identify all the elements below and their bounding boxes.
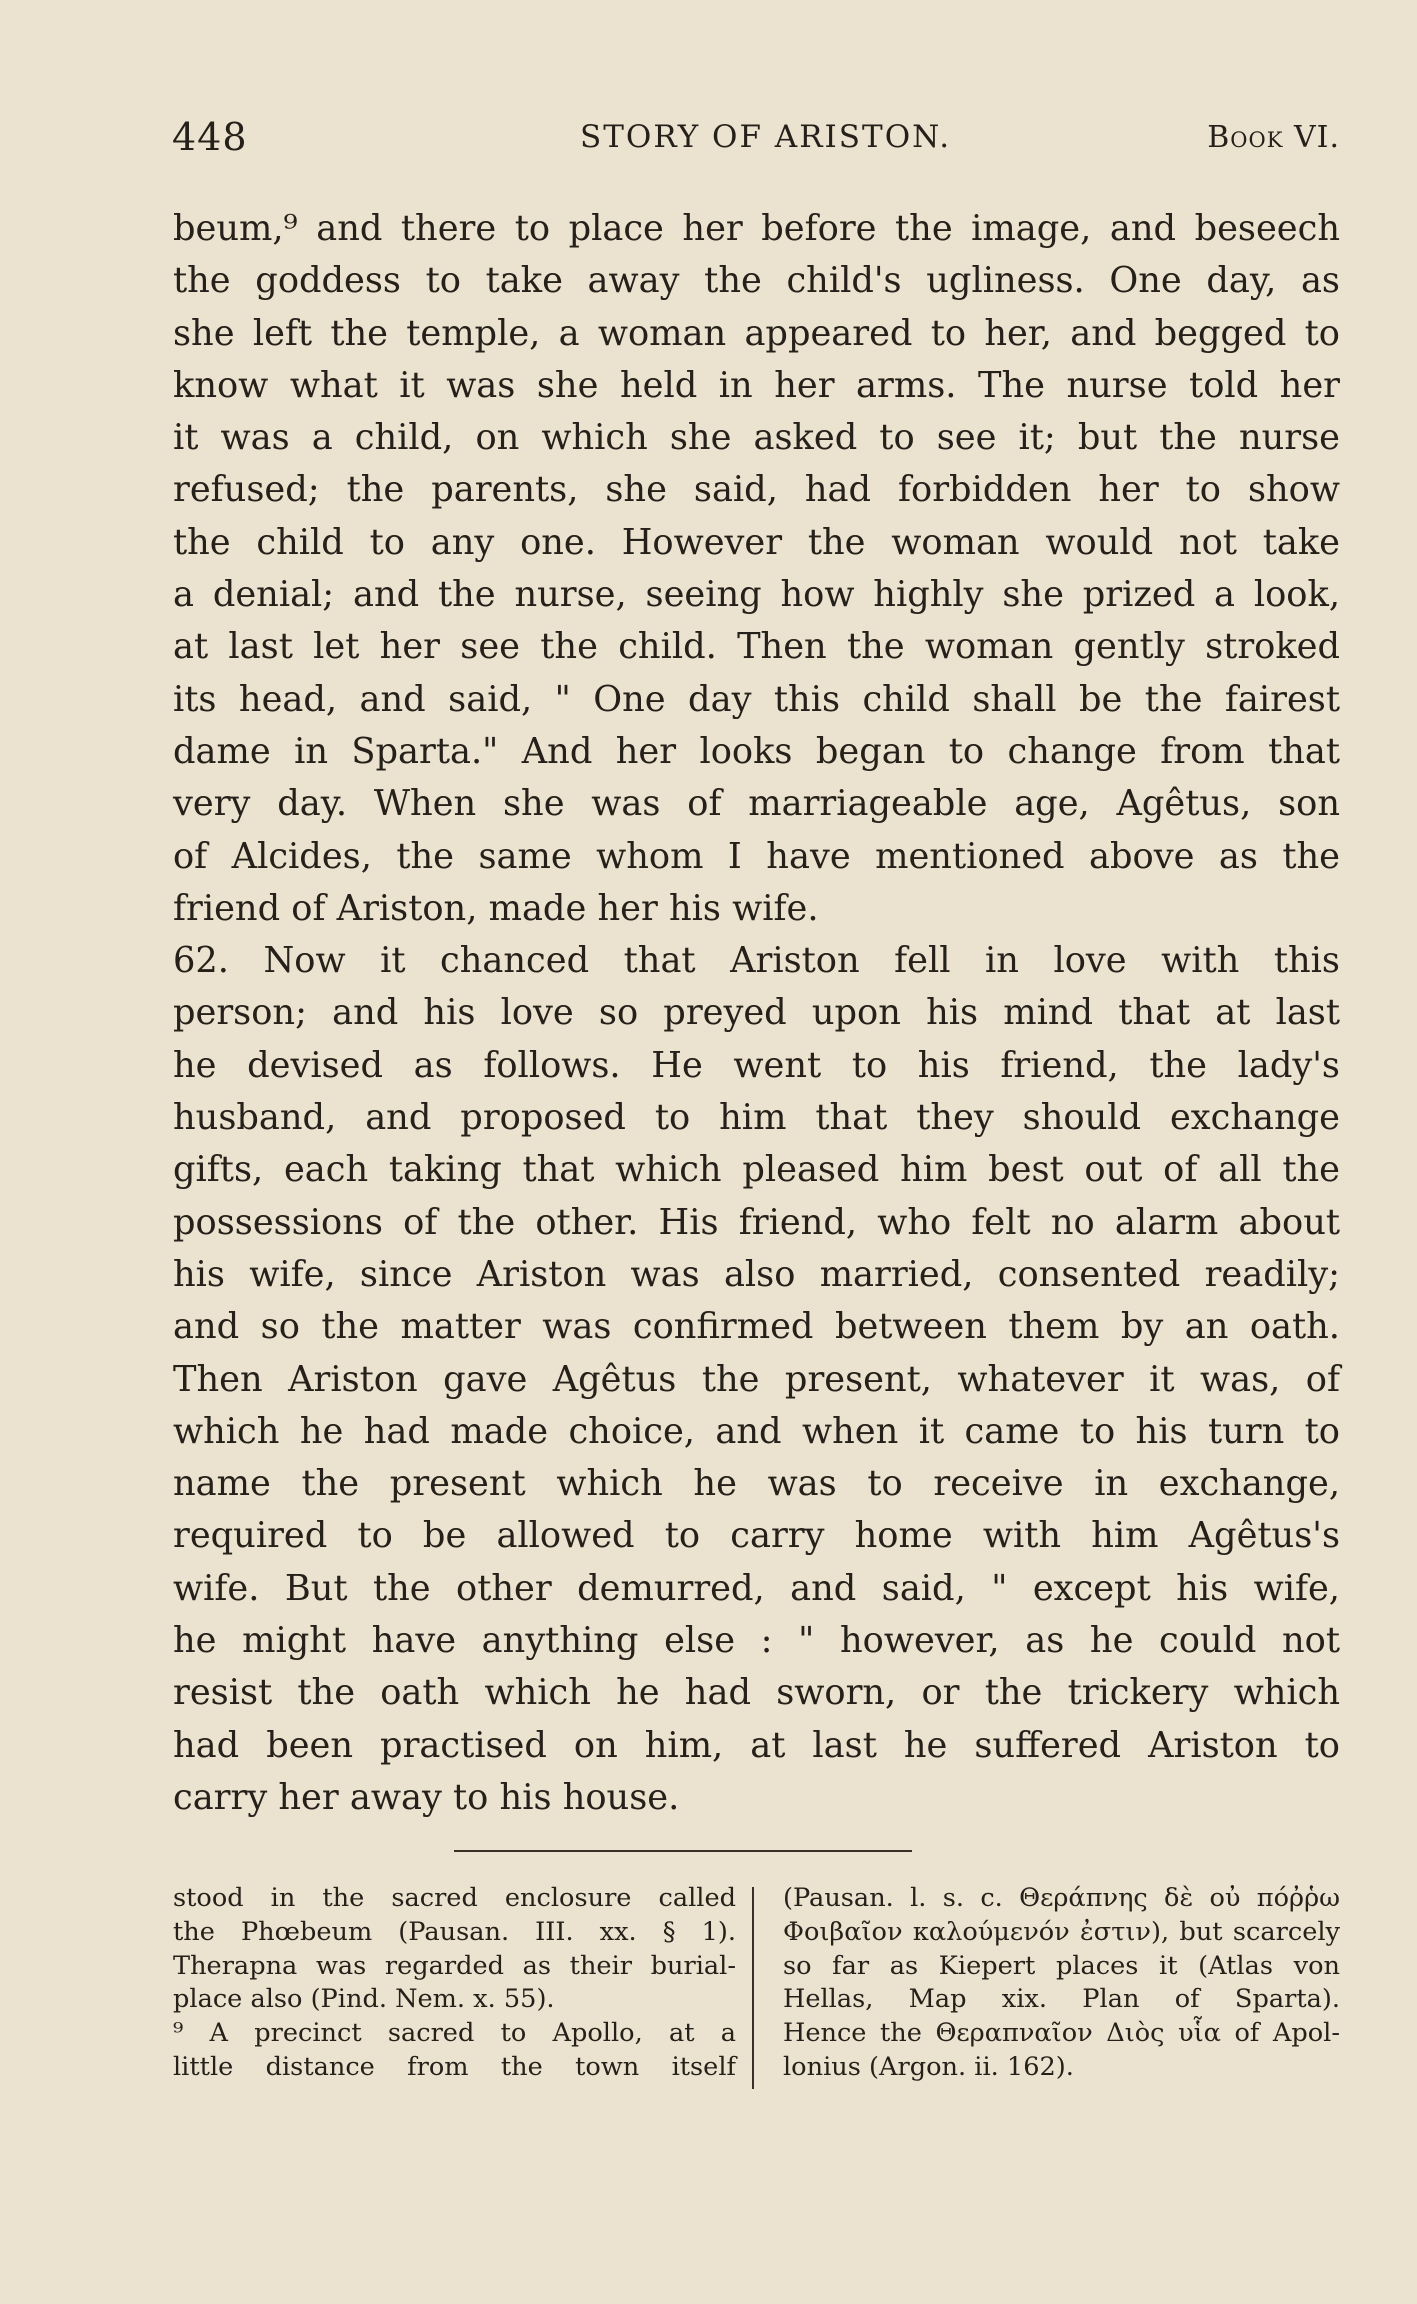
text-line: possessions of the other. His friend, who felt no alarm about [173,1201,1340,1243]
text-line: beum,⁹ and there to place her before the image, and beseech [173,208,1340,249]
footnote-line: stood in the sacred enclosure called [173,1883,736,1913]
footnote-column-divider [752,1887,754,2089]
footnote-line: place also (Pind. Nem. x. 55). [173,1984,555,2015]
text-line: know what it was she held in her arms. The nurse told her [173,364,1340,406]
text-line: Then Ariston gave Agêtus the present, whatever it was, of [173,1358,1340,1400]
footnote-line: Therapna was regarded as their burial- [173,1950,736,1981]
text-line: the goddess to take away the child's ugliness. One day, as [173,260,1340,302]
text-line: resist the oath which he had sworn, or the trickery which [173,1672,1340,1714]
text-line: friend of Ariston, made her his wife. [173,887,819,929]
footnote-line: ⁹ A precinct sacred to Apollo, at a [173,2018,736,2049]
footnote-divider-rule [454,1850,912,1852]
text-line: at last let her see the child. Then the woman gently stroked [173,626,1340,668]
text-line: of Alcides, the same whom I have mentioned above as the [173,835,1340,877]
text-line: he might have anything else : " however, as he could not [173,1620,1340,1662]
footnote-column-right [783,1882,1340,2085]
text-line: the child to any one. However the woman would not take [173,521,1340,563]
text-line: had been practised on him, at last he suffered Ariston to [173,1724,1340,1766]
text-line: a denial; and the nurse, seeing how highly she prized a look, [173,574,1340,616]
text-line: refused; the parents, she said, had forbidden her to show [173,469,1340,511]
footnote-line: Hence the Θεραπναῖον Διὸς υἷα of Apol- [783,2018,1340,2049]
text-line: his wife, since Ariston was also married, consented readily; [173,1253,1340,1295]
footnote-line: little distance from the town itself [173,2051,736,2082]
text-line: which he had made choice, and when it came to his turn to [173,1410,1340,1452]
text-line: carry her away to his house. [173,1776,680,1818]
text-line: its head, and said, " One day this child shall be the fairest [173,678,1340,720]
text-line: 62. Now it chanced that Ariston fell in love with this [173,940,1340,982]
footnote-line: lonius (Argon. ii. 162). [783,2051,1074,2082]
book-label: Book VI. [1207,120,1340,155]
text-line: husband, and proposed to him that they should exchange [173,1097,1340,1139]
text-line: required to be allowed to carry home with him Agêtus's [173,1515,1340,1557]
footnote-line: the Phœbeum (Pausan. III. xx. § 1). [173,1916,736,1947]
footnote-line: so far as Kiepert places it (Atlas von [783,1950,1340,1981]
footnote-line: Hellas, Map xix. Plan of Sparta). [783,1984,1340,2015]
body-text [173,203,1340,1824]
text-line: name the present which he was to receive in exchange, [173,1463,1340,1505]
text-line: dame in Sparta." And her looks began to change from that [173,730,1340,772]
footnote-line: Φοιβαῖον καλούμενόν ἐστιν), but scarcely [783,1916,1340,1947]
text-line: it was a child, on which she asked to see it; but the nurse [173,417,1340,459]
page-number: 448 [172,115,248,159]
text-line: she left the temple, a woman appeared to her, and begged to [173,312,1340,354]
footnote-column-left [173,1882,736,2085]
text-line: and so the matter was confirmed between them by an oath. [173,1306,1340,1348]
text-line: wife. But the other demurred, and said, " except his wife, [173,1567,1340,1609]
text-line: gifts, each taking that which pleased him best out of all the [173,1149,1340,1191]
text-line: person; and his love so preyed upon his mind that at last [173,992,1340,1034]
text-line: he devised as follows. He went to his friend, the lady's [173,1044,1340,1086]
running-header [170,115,1340,165]
running-title: STORY OF ARISTON. [580,119,952,155]
text-line: very day. When she was of marriageable age, Agêtus, son [173,783,1340,825]
footnote-line: (Pausan. l. s. c. Θεράπνης δὲ οὐ πόῤῥω [783,1883,1340,1913]
